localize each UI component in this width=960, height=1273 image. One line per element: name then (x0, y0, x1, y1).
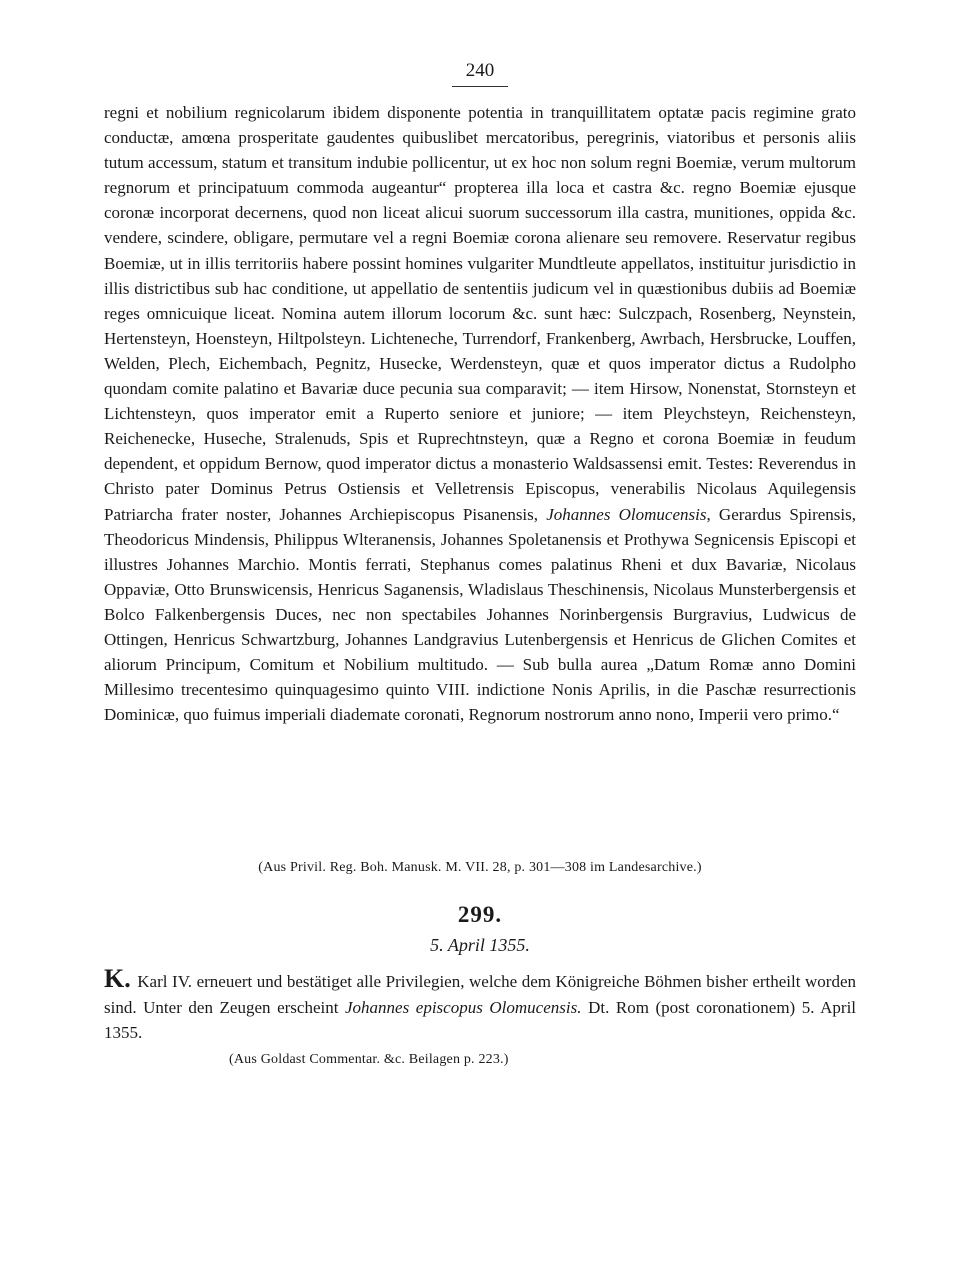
document-date: 5. April 1355. (430, 935, 530, 955)
source-note: (Aus Privil. Reg. Boh. Manusk. M. VII. 28, p. 301—308 im Landesarchive.) (258, 860, 702, 875)
body-text-part2: , Gerardus Spirensis, Theodoricus Mindensis, Philippus Wlteranensis, Johannes Spoletanensis et Prothywa Segnicensis Episcopi et illustres Johannes Marchio. Montis ferrati, Stephanus comes palatinus Rheni et dux Bavariæ, Nicolaus Oppaviæ, Otto Brunswicensis, Henricus Saganensis, Wladislaus Theschinensis, Nicolaus Munsterbergensis et Bolco Falkenbergensis Duces, nec non spectabiles Johannes Norinbergensis Burgravius, Ludwicus de Ottingen, Henricus Schwartzburg, Johannes Landgravius Lutenbergensis et Henricus de Glichen Comites et aliorum Principum, Comitum et Nobilium multitudo. — Sub bulla aurea „Datum Romæ anno Domini Millesimo trecentesimo quinquagesimo quinto VIII. indictione Nonis Aprilis, in die Paschæ resurrectionis Dominicæ, quo fuimus imperiali diademate coronati, Regnorum nostrorum anno nono, Imperii vero primo.“ (104, 504, 857, 725)
page-number: 240 (465, 60, 495, 81)
initial-letter: K. (104, 964, 131, 993)
document-number: 299. (457, 902, 503, 927)
body-italic-name: Johannes Olomucensis (546, 504, 707, 524)
body-paragraph (104, 100, 856, 727)
summary-text-part1: Karl IV. erneuert und bestätiget alle Privilegien, welche dem Königreiche Böhmen bisher ertheilt worden sind. Unter den Zeugen erscheint (104, 972, 856, 1017)
document-summary (104, 966, 856, 1046)
body-text-part1: regni et nobilium regnicolarum ibidem disponente potentia in tranquillitatem optatæ pacis regimine grato conductæ, amœna prosperitate gaudentes quibuslibet mercatoribus, peregrinis, viatoribus et personis aliis tutum accessum, statum et transitum indubie pollicentur, ut ex hoc non solum regni Boemiæ, verum multorum regnorum et principatuum commoda augeantur“ propterea illa loca et castra &c. regno Boemiæ ejusque coronæ incorporat decernens, quod non liceat alicui suorum successorum illa castra, munitiones, oppida &c. vendere, scindere, obligare, permutare vel a regni Boemiæ corona alienare seu removere. Reservatur regibus Boemiæ, ut in illis territoriis habere possint homines vulgariter Mundtleute appellatos, instituitur jurisdictio in illis districtibus sub hac conditione, ut appellatio de sententiis judicum vel in quæstionibus dubiis ad Boemiæ reges omnicuique liceat. Nomina autem illorum locorum &c. sunt hæc: Sulczpach, Rosenberg, Neynstein, Hertensteyn, Hoensteyn, Hiltpolsteyn. Lichteneche, Turrendorf, Frankenberg, Awrbach, Hersbrucke, Louffen, Welden, Plech, Eichembach, Pegnitz, Husecke, Werdensteyn, quæ et quos imperator dictus a Rudolpho quondam comite palatino et Bavariæ duce pecunia sua comparavit; — item Hirsow, Nonenstat, Stornsteyn et Lichtensteyn, quos imperator emit a Ruperto seniore et juniore; — item Pleychsteyn, Reichensteyn, Reichenecke, Huseche, Stralenuds, Spis et Ruprechtnsteyn, quæ a Regno et corona Boemiæ in feudum dependent, et oppidum Bernow, quod imperator dictus a monasterio Waldsassensi emit. Testes: Reverendus in Christo pater Dominus Petrus Ostiensis et Velletrensis Episcopus, venerabilis Nicolaus Aquilegensis Patriarcha frater noster, Johannes Archiepiscopus Pisanensis, (104, 103, 856, 524)
page-number-rule (452, 86, 508, 87)
document-source-note: (Aus Goldast Commentar. &c. Beilagen p. 223.) (229, 1052, 509, 1067)
summary-text-part2: Dt. Rom (post coronationem) 5. April 1355. (104, 997, 857, 1042)
summary-italic-name: Johannes episcopus Olomucensis. (345, 997, 582, 1017)
